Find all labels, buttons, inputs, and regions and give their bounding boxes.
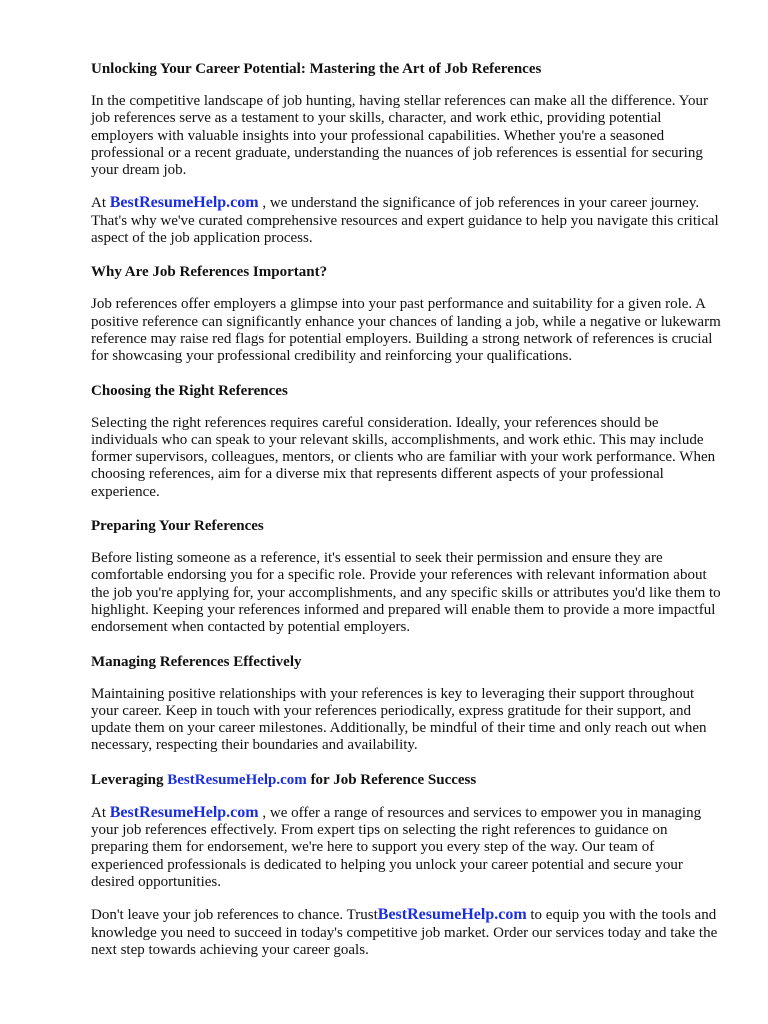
about-prefix: At (91, 195, 110, 212)
paragraph-managing: Maintaining positive relationships with your references is key to leveraging their support throughout your career. Keep in touch with your references periodically, express gratitude for their support, and update them on your career milestones. Additionally, be mindful of their time and only reach out when necessary, respecting their boundaries and availability. (91, 685, 707, 754)
heading-choosing: Choosing the Right References (91, 382, 288, 399)
site-link[interactable]: BestResumeHelp.com (109, 194, 259, 212)
document-title: Unlocking Your Career Potential: Mastering the Art of Job References (91, 61, 542, 77)
document-page (91, 59, 723, 974)
paragraph-preparing: Before listing someone as a reference, it's essential to seek their permission and ensure they are comfortable endorsing you for a specific role. Provide your references with relevant information about the job you're applying for, your accomplishments, and any specific skills or attributes you'd like them to highlight. Keeping your references informed and prepared will enable them to provide a more impactful endorsement when contacted by potential employers. (91, 550, 721, 636)
site-link[interactable]: BestResumeHelp.com (109, 803, 259, 821)
about-paragraph (91, 194, 723, 247)
paragraph-leveraging (91, 804, 723, 891)
intro-paragraph: In the competitive landscape of job hunting, having stellar references can make all the difference. Your job references serve as a testament to your skills, character, and work ethic, providing potential employers with valuable insights into your professional capabilities. Whether you're a seasoned professional or a recent graduate, understanding the nuances of job references is essential for securing your dream job. (91, 93, 708, 179)
heading-preparing: Preparing Your References (91, 518, 264, 535)
leveraging-heading-suffix: for Job Reference Success (306, 771, 477, 788)
site-link[interactable]: BestResumeHelp.com (377, 906, 527, 924)
site-link[interactable]: BestResumeHelp.com (167, 771, 307, 788)
paragraph-why: Job references offer employers a glimpse into your past performance and suitability for a given role. A positive reference can significantly enhance your chances of landing a job, while a negative or lukewarm reference may raise red flags for potential employers. Building a strong network of references is crucial for showcasing your professional credibility and reinforcing your qualifications. (91, 296, 721, 365)
paragraph-choosing: Selecting the right references requires careful consideration. Ideally, your references should be individuals who can speak to your relevant skills, accomplishments, and work ethic. This may include former supervisors, colleagues, mentors, or clients who are familiar with your work performance. When choosing references, aim for a diverse mix that represents different aspects of your professional experience. (91, 414, 716, 500)
closing-suffix: to equip you with the tools and knowledge you need to succeed in today's competitive job market. Order our services today and take the next step towards achieving your career goals. (91, 907, 718, 958)
leveraging-body-prefix: At (91, 804, 110, 821)
leveraging-heading-prefix: Leveraging (91, 771, 168, 788)
closing-prefix: Don't leave your job references to chance. Trust (91, 907, 378, 924)
heading-why: Why Are Job References Important? (91, 264, 328, 281)
closing-paragraph (91, 906, 723, 959)
heading-leveraging (91, 770, 723, 790)
about-suffix: , we understand the significance of job references in your career journey. That's why we've curated comprehensive resources and expert guidance to help you navigate this critical aspect of the job application process. (91, 195, 719, 247)
leveraging-body-suffix: , we offer a range of resources and services to empower you in managing your job references effectively. From expert tips on selecting the right references to guidance on preparing them for endorsement, we're here to support you every step of the way. Our team of experienced professionals is dedicated to helping you unlock your career potential and secure your desired opportunities. (91, 804, 702, 890)
heading-managing: Managing References Effectively (91, 653, 302, 670)
